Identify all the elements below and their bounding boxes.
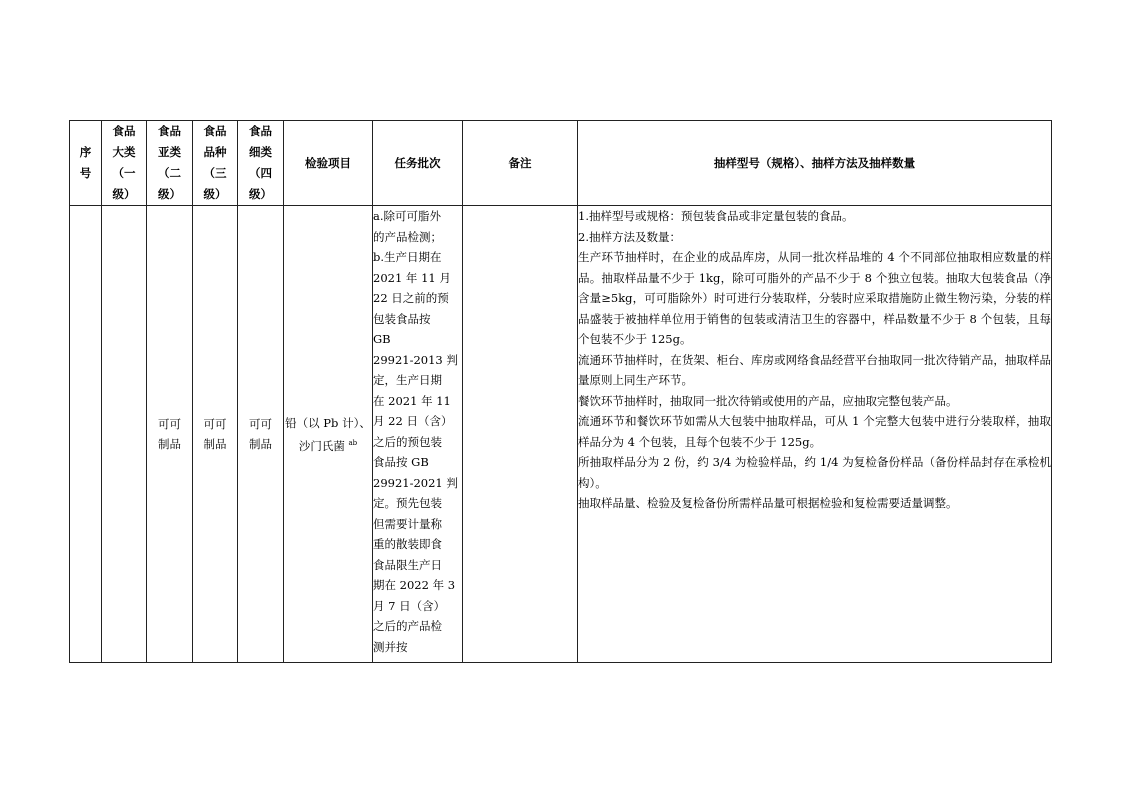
cell-category-level4: 可可 制品 [238, 206, 284, 663]
cell-seq [70, 206, 102, 663]
cell-category-level1 [102, 206, 147, 663]
header-test-item: 检验项目 [284, 121, 373, 206]
header-row [70, 121, 1052, 206]
header-task-batch: 任务批次 [373, 121, 463, 206]
cell-category-level2: 可可 制品 [147, 206, 193, 663]
cell-category-level3: 可可 制品 [193, 206, 238, 663]
header-remark: 备注 [463, 121, 578, 206]
cell-remark [463, 206, 578, 663]
cell-sampling-method [578, 206, 1052, 663]
method-paragraph: 生产环节抽样时，在企业的成品库房，从同一批次样品堆的 4 个不同部位抽取相应数量的样品。抽取样品量不少于 1kg，除可可脂外的产品不少于 8 个独立包装。抽取大包装食品（净含量≥5kg，可可脂除外）时可进行分装取样，分装时应采取措施防止微生物污染，分装的样品盛装于被抽样单位用于销售的包装或清洁卫生的容器中，样品数量不少于 8 个包装，且每个包装不少于 125g。 [578, 250, 1051, 346]
method-paragraph: 餐饮环节抽样时，抽取同一批次待销或使用的产品，应抽取完整包装产品。 [578, 393, 958, 408]
table-row [70, 206, 1052, 663]
method-paragraph: 流通环节和餐饮环节如需从大包装中抽取样品，可从 1 个完整大包装中进行分装取样，抽取样品分为 4 个包装，且每个包装不少于 125g。 [578, 414, 1051, 449]
header-category-level1: 食品 大类 （一 级） [102, 121, 147, 206]
header-category-level3: 食品 品种 （三 级） [193, 121, 238, 206]
method-paragraph: 所抽取样品分为 2 份，约 3/4 为检验样品，约 1/4 为复检备份样品（备份样品封存在承检机构）。 [578, 455, 1051, 490]
header-category-level2: 食品 亚类 （二 级） [147, 121, 193, 206]
method-paragraph: 2.抽样方法及数量： [578, 229, 681, 244]
header-category-level4: 食品 细类 （四 级） [238, 121, 284, 206]
method-paragraph: 抽取样品量、检验及复检备份所需样品量可根据检验和复检需要适量调整。 [578, 496, 958, 510]
cell-task-batch: a.除可可脂外 的产品检测； b.生产日期在 2021 年 11 月 22 日之前的预 包装食品按 GB 29921-2013 判 定，生产日期 在 2021 年 11 月 22 日（含） 之后的预包装 食品按 GB 29921-2021 判 定。预先包装 但需要计量称 重的散装即食 食品限生产日 期在 2022 年 3 月 7 日（含） 之后的产品检 测并按 [373, 206, 463, 663]
header-seq: 序 号 [70, 121, 102, 206]
cell-test-item: 铅（以 Pb 计）、 沙门氏菌 $^{ab}$ [284, 206, 373, 663]
method-paragraph: 流通环节抽样时，在货架、柜台、库房或网络食品经营平台抽取同一批次待销产品，抽取样品量原则上同生产环节。 [578, 352, 1051, 387]
method-paragraph: 1.抽样型号或规格：预包装食品或非定量包装的食品。 [578, 209, 854, 223]
footnote-marker: ab [348, 438, 358, 447]
sampling-table [69, 120, 1052, 663]
header-sampling-method: 抽样型号（规格）、抽样方法及抽样数量 [578, 121, 1052, 206]
